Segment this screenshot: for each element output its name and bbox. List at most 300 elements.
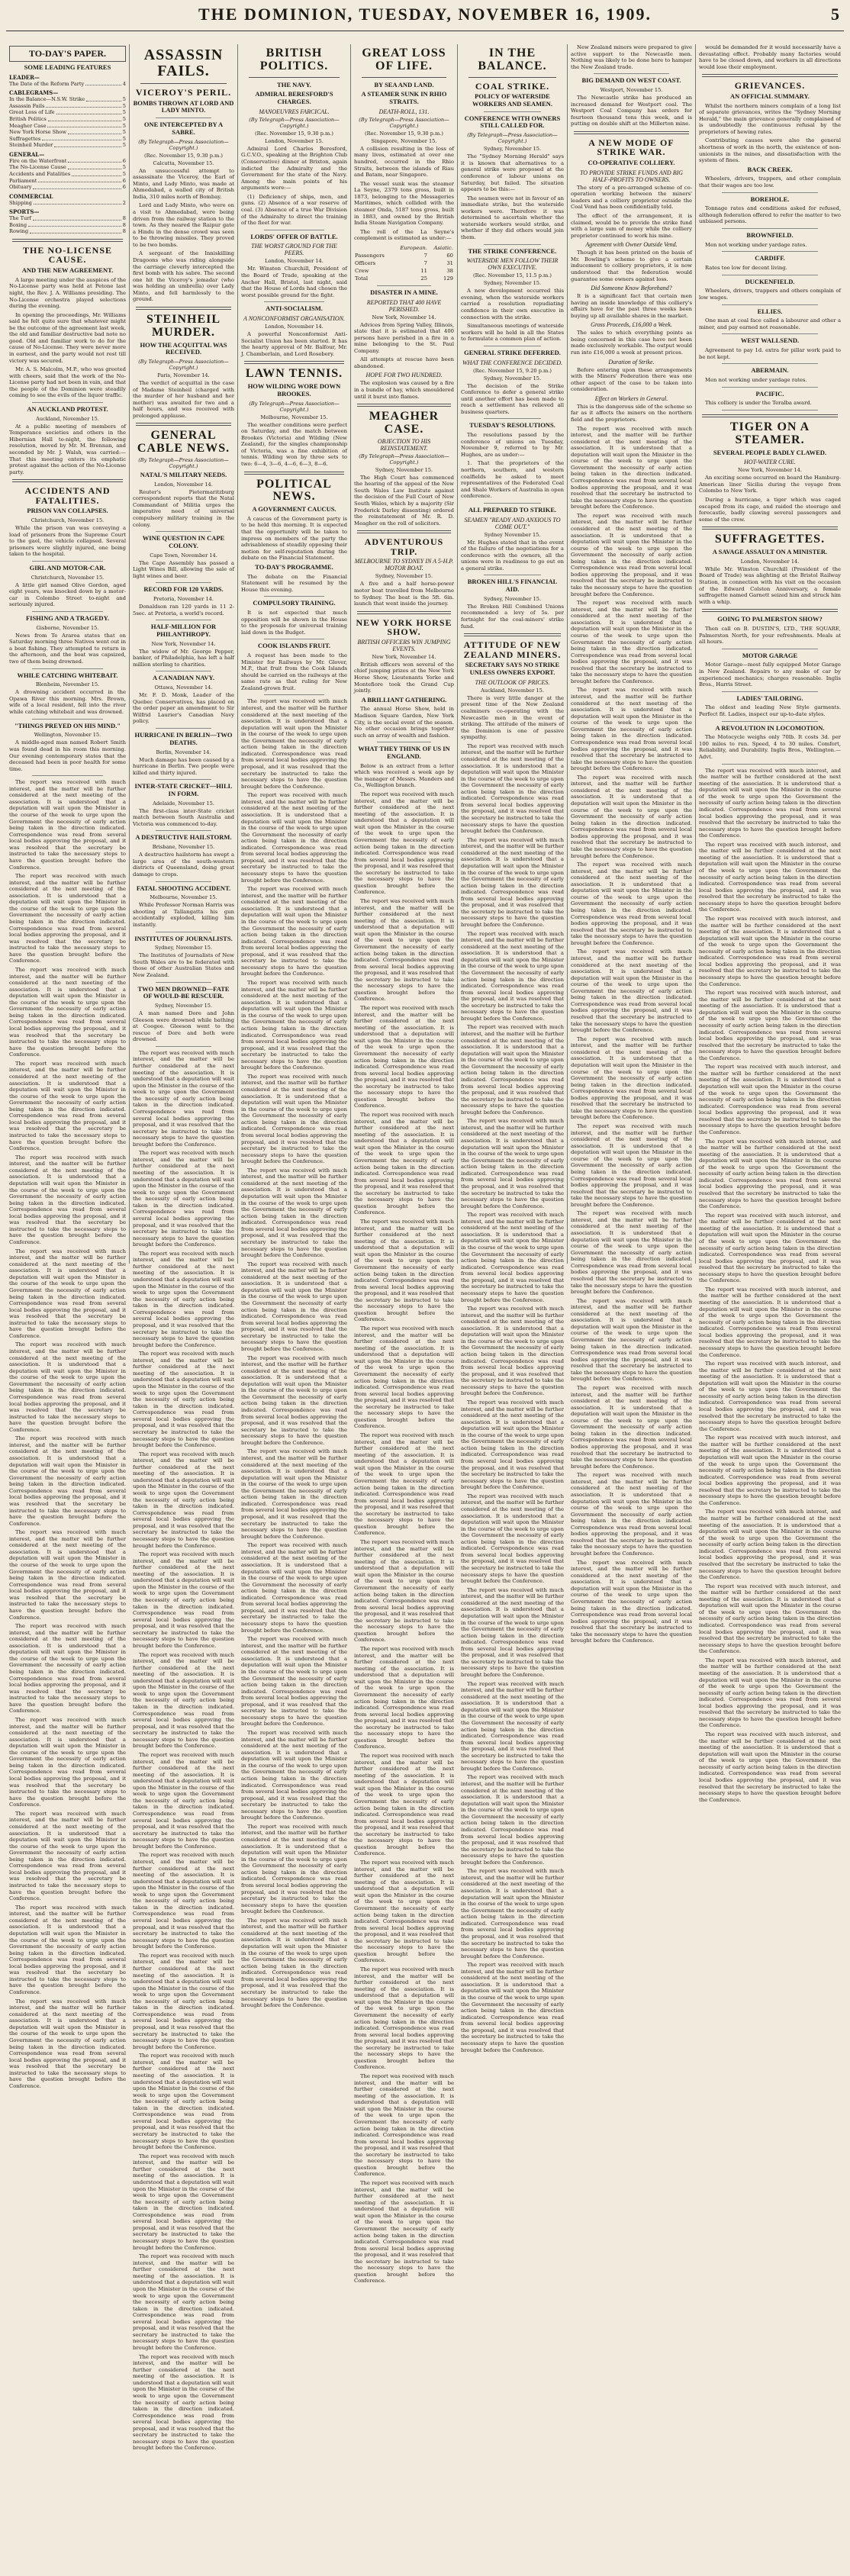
credit-line: (By Telegraph—Press Association—Copyright.) (249, 116, 340, 129)
paragraph: A drowning accident occurred in the Opawa River this morning. Mrs. Brown, wife of a local resident, fell into the river while catching whitebait and was drowned. (9, 689, 126, 716)
filler-paragraph: The report was received with much interest, and the matter will be further considered at the next meeting of the association. It is understood that a deputation will wait upon the Minister in the course of the week to urge upon the Government the necessity of early action being taken in the direction indicated. Correspondence was read from several local bodies approving the proposal, and it was resolved that the secretary be instructed to take the necessary steps to have the question brought before the Conference. (241, 886, 347, 977)
toc-section-heading: COMMERCIAL (9, 192, 53, 200)
toc-item (9, 136, 126, 143)
deck: HOW THE ACQUITTAL WAS RECEIVED. (140, 340, 227, 356)
divider (32, 668, 103, 669)
divider (722, 410, 818, 411)
filler-paragraph: The report was received with much interest, and the matter will be further considered at the next meeting of the association. It is understood that a deputation will wait upon the Minister in the course of the week to urge upon the Government the necessity of early action being taken in the direction indicated. Correspondence was read from several local bodies approving the proposal, and it was resolved that the secretary be instructed to take the necessary steps to have the question brought before the Conference. (133, 2353, 234, 2452)
toc-item (9, 222, 126, 229)
toc-item (9, 215, 126, 222)
credit-line: (By Telegraph—Press Association—Copyright.) (249, 400, 340, 413)
divider (156, 830, 211, 831)
toc-item-page: 6 (122, 177, 126, 184)
divider (156, 728, 211, 729)
item-heading: WINE QUESTION IN CAPE COLONY. (142, 534, 225, 549)
page-number: 5 (831, 5, 839, 24)
article-conference (461, 288, 564, 343)
headline-accidents: ACCIDENTS AND FATALITIES. (24, 485, 111, 506)
toc-item-label: The Turf (9, 215, 31, 222)
deck: A SAVAGE ASSAULT ON A MINISTER. (712, 548, 828, 556)
filler-paragraph: The report was received with much interest, and the matter will be further considered at the next meeting of the association. It is understood that a deputation will wait upon the Minister in the course of the week to urge upon the Government the necessity of early action being taken in the direction indicated. Correspondence was read from several local bodies approving the proposal, and it was resolved that the secretary be instructed to take the necessary steps to have the question brought before the Conference. (699, 915, 841, 987)
paragraph: During a hurricane, a tiger which was caged escaped from its cage, and raided the steerage and forecastle, badly clawing several passengers and some of the crew. (699, 497, 841, 523)
filler-paragraph: The report was received with much interest, and the matter will be further considered at the next meeting of the association. It is understood that a deputation will wait upon the Minister in the course of the week to urge upon the Government the necessity of early action being taken in the direction indicated. Correspondence was read from several local bodies approving the proposal, and it was resolved that the secretary be instructed to take the necessary steps to have the question brought before the Conference. (571, 774, 692, 859)
filler-text (9, 779, 126, 2305)
dateline: Sydney, November 15. (375, 573, 433, 580)
article-prepared (461, 539, 564, 572)
column-5 (457, 44, 567, 2053)
dateline: Berlin, November 14. (156, 749, 211, 755)
paragraph: Then call on B. DUSTIN'S, LTD., THE SQUARE, Palmerston North, for your refreshments. Meals at all hours. (699, 626, 841, 646)
deck: MANOEUVRES FARCICAL. (259, 108, 330, 115)
paragraph: News from Te Araroa states that on Saturday morning three Natives went out in a boat fishing. They attempted to return in the afternoon, and the boat was capsized, two of them being drowned. (9, 632, 126, 665)
item-heading: PRISON VAN COLLAPSES. (27, 507, 108, 515)
toc-leader-dots (33, 184, 121, 189)
paragraph: Donaldson ran 120 yards in 11 2-5sec. at Pretoria, a world's record. (133, 604, 234, 617)
toc-item-label: Accidents and Fatalities (9, 170, 71, 177)
filler-text (571, 426, 692, 1952)
paragraph: This is the dangerous side of the scheme so far as it affects the miners on the northern field and the proprietors. (571, 403, 692, 423)
dateline: Melbourne, November 15. (150, 894, 217, 901)
paragraph: The verdict of acquittal in the case of Madame Steinheil (charged with the murder of her husband and her mother) was awaited for two and a half hours, and was received with prolonged applause. (133, 380, 234, 419)
dateline: Auckland, November 15. (481, 687, 544, 694)
deck: CONFERENCE WITH OWNERS STILL CALLED FOR. (464, 114, 561, 130)
item-heading: ELLIES. (757, 307, 783, 315)
filler-paragraph: The report was received with much interest, and the matter will be further considered at the next meeting of the association. It is understood that a deputation will wait upon the Minister in the course of the week to urge upon the Government the necessity of early action being taken in the direction indicated. Correspondence was read from several local bodies approving the proposal, and it was resolved that the secretary be instructed to take the necessary steps to have the question brought before the Conference. (354, 1860, 454, 1964)
article-someone (571, 293, 692, 319)
paragraph: Lord and Lady Minto, who were on a visit to Ahmedabad, were being driven from the railway station to the town. As they neared the Raipur gate a Hindu in the dense crowd was seen to be throwing missiles. They proved to be two bombs. (133, 202, 234, 248)
filler-paragraph: The report was received with much interest, and the matter will be further considered at the next meeting of the association. It is understood that a deputation will wait upon the Minister in the course of the week to urge upon the Government the necessity of early action being taken in the direction indicated. Correspondence was read from several local bodies approving the proposal, and it was resolved that the secretary be instructed to take the necessary steps to have the question brought before the Conference. (571, 1035, 692, 1121)
dateline: Sydney, November 15. (154, 1003, 213, 1009)
deck: BRITISH OFFICERS WIN JUMPING EVENTS. (357, 638, 451, 652)
dateline: New York, November 14. (151, 640, 216, 647)
filler-paragraph: The report was received with much interest, and the matter will be further considered at the next meeting of the association. It is understood that a deputation will wait upon the Minister in the course of the week to urge upon the Government the necessity of early action being taken in the direction indicated. Correspondence was read from several local bodies approving the proposal, and it was resolved that the secretary be instructed to take the necessary steps to have the question brought before the Conference. (461, 1868, 564, 1959)
toc-item (9, 158, 126, 165)
headline-steinheil: STEINHEIL MURDER. (146, 312, 221, 339)
divider (702, 526, 838, 530)
paragraph: Motor Garage—most fully equipped Motor Garage in New Zealand. Repairs to any make of car by experienced mechanics; charges reasonable. Inglis Bros., Harris Street. (699, 662, 841, 688)
divider (484, 418, 541, 419)
dateline: London, November 14. (154, 481, 213, 488)
toc-item-page: 5 (122, 164, 126, 171)
table-cell: 25 (420, 275, 427, 282)
table-row (354, 259, 454, 267)
divider (32, 611, 103, 612)
dateline: London, November 14. (740, 558, 800, 565)
divider (702, 414, 838, 417)
paragraph: A caucus of the Government party is to be held this morning. It is expected that the opportunity will be taken to impress on members of the party the advisableness of steadily opposing their motion for self-reputation during the debate on the Financial Statement. (241, 515, 347, 562)
table-row (354, 252, 454, 259)
paragraph: Tonnage rates and conditions asked for refused, although federation offered to refer the matter to two unbiased persons. (699, 205, 841, 225)
headline-political-news: POLITICAL NEWS. (256, 477, 332, 504)
article-navy (241, 146, 347, 227)
dateline: New York, November 14. (738, 467, 802, 474)
filler-text (461, 743, 564, 2269)
toc-item-label: Obituary (9, 184, 32, 191)
divider (156, 779, 211, 780)
filler-paragraph: The report was received with much interest, and the matter will be further considered at the next meeting of the association. It is understood that a deputation will wait upon the Minister in the course of the week to urge upon the Government the necessity of early action being taken in the direction indicated. Correspondence was read from several local bodies approving the proposal, and it was resolved that the secretary be instructed to take the necessary steps to have the question brought before the Conference. (461, 836, 564, 928)
filler-paragraph: The report was received with much interest, and the matter will be further considered at the next meeting of the association. It is understood that a deputation will wait upon the Minister in the course of the week to urge upon the Government the necessity of early action being taken in the direction indicated. Correspondence was read from several local bodies approving the proposal, and it was resolved that the secretary be instructed to take the necessary steps to have the question brought before the Conference. (354, 1219, 454, 1323)
dateline: Sydney, November 15. (483, 595, 542, 602)
subhead: THE NAVY. (277, 80, 311, 89)
received-line: (Rec. November 15, 11.5 p.m.) (473, 272, 552, 279)
headline-great-loss: GREAT LOSS OF LIFE. (362, 47, 446, 72)
filler-paragraph: The report was received with much interest, and the matter will be further considered at the next meeting of the association. It is understood that a deputation will wait upon the Minister in the course of the week to urge upon the Government the necessity of early action being taken in the direction indicated. Correspondence was read from several local bodies approving the proposal, and it was resolved that the secretary be instructed to take the necessary steps to have the question brought before the Conference. (699, 1138, 841, 1210)
item-heading: A CANADIAN NAVY. (153, 674, 214, 682)
divider (32, 719, 103, 720)
item-heading: A REVOLUTION IN LOCOMOTION. (715, 723, 825, 732)
article-profits (571, 330, 692, 356)
toc-item (9, 81, 126, 88)
toc-item-page: 5 (122, 102, 126, 109)
filler-paragraph: The report was received with much interest, and the matter will be further considered at the next meeting of the association. It is understood that a deputation will wait upon the Minister in the course of the week to urge upon the Government the necessity of early action being taken in the direction indicated. Correspondence was read from several local bodies approving the proposal, and it was resolved that the secretary be instructed to take the necessary steps to have the question brought before the Conference. (133, 1751, 234, 1850)
filler-paragraph: The report was received with much interest, and the matter will be further considered at the next meeting of the association. It is understood that a deputation will wait upon the Minister in the course of the week to urge upon the Government the necessity of early action being taken in the direction indicated. Correspondence was read from several local bodies approving the proposal, and it was resolved that the secretary be instructed to take the necessary steps to have the question brought before the Conference. (699, 1212, 841, 1284)
toc-item-label: Shipping (9, 199, 32, 206)
article-auckland-protest (9, 423, 126, 476)
received-line: (Rec. November 15, 9.30 p.m.) (365, 130, 443, 137)
item-heading: GIRL AND MOTOR-CAR. (29, 564, 106, 572)
table-cell: Officers (355, 259, 376, 266)
toc-item-page: 5 (122, 142, 126, 149)
item-heading: WHILE CATCHING WHITEBAIT. (17, 671, 118, 679)
toc-item-page: 4 (122, 80, 126, 87)
article-tiger (699, 475, 841, 523)
filler-paragraph: The report was received with much interest, and the matter will be further considered at the next meeting of the association. It is understood that a deputation will wait upon the Minister in the course of the week to urge upon the Government the necessity of early action being taken in the direction indicated. Correspondence was read from several local bodies approving the proposal, and it was resolved that the secretary be instructed to take the necessary steps to have the question brought before the Conference. (699, 1509, 841, 1581)
toc-item-page: 5 (122, 122, 126, 129)
headline-lords-offer: LORDS' OFFER OF BATTLE. (250, 232, 338, 240)
dateline: Ottawa, November 14. (154, 684, 213, 691)
paragraph: Men not working under yardage rates. (705, 377, 807, 384)
filler-paragraph: The report was received with much interest, and the matter will be further considered at the next meeting of the association. It is understood that a deputation will wait upon the Minister in the course of the week to urge upon the Government the necessity of early action being taken in the direction indicated. Correspondence was read from several local bodies approving the proposal, and it was resolved that the secretary be instructed to take the necessary steps to have the question brought before the Conference. (354, 1753, 454, 1857)
dateline: Singapore, November 15. (371, 137, 437, 144)
toc-leader-dots (72, 171, 121, 176)
item-heading: MOTOR GARAGE (742, 651, 798, 659)
filler-paragraph: The report was received with much interest, and the matter will be further considered at the next meeting of the association. It is understood that a deputation will wait upon the Minister in the course of the week to urge upon the Government the necessity of early action being taken in the direction indicated. Correspondence was read from several local bodies approving the proposal, and it was resolved that the secretary be instructed to take the necessary steps to have the question brought before the Conference. (571, 687, 692, 772)
deck: SECRETARY SAYS NO STRIKE UNLESS OWNERS EXPORT. (465, 661, 560, 677)
divider (156, 982, 211, 983)
paragraph: Mr. Hughes stated that in the event of the failure of the negotiations for a conference with the owners, all the unions were in readiness to go out on a general strike. (461, 539, 564, 572)
divider (136, 307, 231, 310)
deck: HOPE FOR TWO HUNDRED. (365, 372, 443, 379)
deck: HOW WILDING WORE DOWN BROOKES. (247, 382, 341, 398)
item-heading: RECORD FOR 120 YARDS. (143, 585, 224, 594)
dateline: New York, November 14. (372, 314, 436, 320)
toc-title: TO-DAY'S PAPER. (9, 46, 126, 62)
divider (702, 74, 838, 77)
article-mine-2 (354, 380, 454, 400)
article-grievances (699, 103, 841, 164)
filler-paragraph: The report was received with much interest, and the matter will be further considered at the next meeting of the association. It is understood that a deputation will wait upon the Minister in the course of the week to urge upon the Government the necessity of early action being taken in the direction indicated. Correspondence was read from several local bodies approving the proposal, and it was resolved that the secretary be instructed to take the necessary steps to have the question brought before the Conference. (571, 1384, 692, 1470)
deck: MELBOURNE TO SYDNEY IN A 5-H.P. MOTOR BOAT. (354, 558, 454, 572)
paragraph: All attempts at rescue have been abandoned. (354, 356, 454, 369)
table-header-cell: European. (400, 244, 427, 251)
item-heading: WEST WALLSEND. (740, 336, 800, 345)
filler-paragraph: The report was received with much interest, and the matter will be further considered at the next meeting of the association. It is understood that a deputation will wait upon the Minister in the course of the week to urge upon the Government the necessity of early action being taken in the direction indicated. Correspondence was read from several local bodies approving the proposal, and it was resolved that the secretary be instructed to take the necessary steps to have the question brought before the Conference. (461, 1399, 564, 1491)
toc-item (9, 142, 126, 149)
filler-paragraph: The report was received with much interest, and the matter will be further considered at the next meeting of the association. It is understood that a deputation will wait upon the Minister in the course of the week to urge upon the Government the necessity of early action being taken in the direction indicated. Correspondence was read from several local bodies approving the proposal, and it was resolved that the secretary be instructed to take the necessary steps to have the question brought before the Conference. (571, 1297, 692, 1383)
filler-paragraph: The report was received with much interest, and the matter will be further considered at the next meeting of the association. It is understood that a deputation will wait upon the Minister in the course of the week to urge upon the Government the necessity of early action being taken in the direction indicated. Correspondence was read from several local bodies approving the proposal, and it was resolved that the secretary be instructed to take the necessary steps to have the question brought before the Conference. (133, 2053, 234, 2151)
filler-paragraph: The report was received with much interest, and the matter will be further considered at the next meeting of the association. It is understood that a deputation will wait upon the Minister in the course of the week to urge upon the Government the necessity of early action being taken in the direction indicated. Correspondence was read from several local bodies approving the proposal, and it was resolved that the secretary be instructed to take the necessary steps to have the question brought before the Conference. (241, 1636, 347, 1728)
filler-paragraph: The report was received with much interest, and the matter will be further considered at the next meeting of the association. It is understood that a deputation will wait upon the Minister in the course of the week to urge upon the Government the necessity of early action being taken in the direction indicated. Correspondence was read from several local bodies approving the proposal, and it was resolved that the secretary be instructed to take the necessary steps to have the question brought before the Conference. (133, 1651, 234, 1750)
filler-paragraph: The report was received with much interest, and the matter will be further considered at the next meeting of the association. It is understood that a deputation will wait upon the Minister in the course of the week to urge upon the Government the necessity of early action being taken in the direction indicated. Correspondence was read from several local bodies approving the proposal, and it was resolved that the secretary be instructed to take the necessary steps to have the question brought before the Conference. (571, 948, 692, 1034)
divider (722, 192, 818, 193)
paragraph: A sergeant of the Inniskilling Dragoons who was riding alongside the carriage cleverly intercepted the first bomb with his sabre. The second one hit the Viceroy's jemadar (who was holding an umbrella) over Lady Minto, and fell harmlessly to the ground. (133, 250, 234, 303)
divider (594, 73, 669, 74)
divider (244, 472, 344, 475)
divider (362, 77, 446, 78)
paragraph: The resolutions passed by the conference of unions on Tuesday, November 9, referred to by Mr. Hughes, are as under:— (461, 432, 564, 458)
item-heading: LADIES' TAILORING. (736, 694, 803, 702)
table-cell: 31 (446, 259, 453, 266)
article-duration (571, 367, 692, 393)
paragraph: The story of a pre-arranged scheme of co-operation working between the miners' leaders and a colliery proprietor outside the Coal Vend has been confidentially told. (571, 184, 692, 211)
toc-item-page: 2 (122, 199, 126, 206)
article-suffragettes (699, 566, 841, 605)
paragraph: (1) Deficiency of ships, men, and guns. (2) Absence of a war reserve of coal. (3) Absence of a true War Division of the Admiralty to direct the training of the fleet for war. (241, 193, 347, 227)
filler-paragraph: The report was received with much interest, and the matter will be further considered at the next meeting of the association. It is understood that a deputation will wait upon the Minister in the course of the week to urge upon the Government the necessity of early action being taken in the direction indicated. Correspondence was read from several local bodies approving the proposal, and it was resolved that the secretary be instructed to take the necessary steps to have the question brought before the Conference. (133, 1351, 234, 1449)
column-3 (237, 44, 350, 2009)
item-heading: "THINGS PREYED ON HIS MIND." (14, 721, 121, 729)
filler-text (354, 791, 454, 2317)
dateline: Christchurch, November 15. (31, 574, 105, 581)
divider (32, 402, 103, 403)
paragraph: The High Court has commenced the hearing of the appeal of the New South Wales Law Institute against the decision of the Full Court of New South Wales, which by a majority (Sir Frederick Darley dissenting) ordered the reinstatement of Mr. R. D. Meagher on the roll of solicitors. (354, 474, 454, 526)
item-heading: ABERMAIN. (751, 366, 789, 375)
item-heading: INSTITUTES OF JOURNALISTS. (134, 934, 233, 942)
table-cell: 7 (423, 259, 427, 266)
paragraph: In opening the proceedings, Mr. Williams said he felt quite sure that whatever might be the outcome of the agreement last week, the old and familiar destructive bad note no good. Old and familiar work to do for the cause of No-License. They were never more in earnest, and the party would not rest till victory was secured. (9, 311, 126, 364)
toc-section-heading: GENERAL— (9, 150, 45, 158)
subsection-heading: Agreement with Owner Outside Vend. (585, 241, 678, 249)
paragraph: An unsuccessful attempt to assassinate the Viceroy, the Earl of Minto, and Lady Minto, was made at Ahmedabad, a walled city of British India, 310 miles north of Bombay. (133, 167, 234, 200)
filler-paragraph: The report was received with much interest, and the matter will be further considered at the next meeting of the association. It is understood that a deputation will wait upon the Minister in the course of the week to urge upon the Government the necessity of early action being taken in the direction indicated. Correspondence was read from several local bodies approving the proposal, and it was resolved that the secretary be instructed to take the necessary steps to have the question brought before the Conference. (354, 1646, 454, 1750)
divider (574, 131, 689, 134)
item-heading: BROWNFIELD. (746, 231, 794, 240)
divider (357, 404, 451, 407)
divider (156, 881, 211, 882)
filler-paragraph: The report was received with much interest, and the matter will be further considered at the next meeting of the association. It is understood that a deputation will wait upon the Minister in the course of the week to urge upon the Government the necessity of early action being taken in the direction indicated. Correspondence was read from several local bodies approving the proposal, and it was resolved that the secretary be instructed to take the necessary steps to have the question brought before the Conference. (241, 1448, 347, 1540)
headline-nz-miners: ATTITUDE OF NEW ZEALAND MINERS. (463, 639, 562, 660)
article-horse-show-2 (354, 706, 454, 739)
table-header-cell (354, 244, 392, 252)
toc-item (9, 171, 126, 178)
dateline: London, November 14. (265, 323, 324, 330)
filler-paragraph: The report was received with much interest, and the matter will be further considered at the next meeting of the association. It is understood that a deputation will wait upon the Minister in the course of the week to urge upon the Government the necessity of early action being taken in the direction indicated. Correspondence was read from several local bodies approving the proposal, and it was resolved that the secretary be instructed to take the necessary steps to have the question brought before the Conference. (699, 767, 841, 839)
filler-paragraph: The report was received with much interest, and the matter will be further considered at the next meeting of the association. It is understood that a deputation will wait upon the Minister in the course of the week to urge upon the Government the necessity of early action being taken in the direction indicated. Correspondence was read from several local bodies approving the proposal, and it was resolved that the secretary be instructed to take the necessary steps to have the question brought before the Conference. (571, 861, 692, 946)
deck: CO-OPERATIVE COLLIERY. (588, 159, 675, 167)
article-deferred (461, 383, 564, 416)
paragraph: The Broken Hill Combined Unions recommended a levy of 5s. per fortnight for the coal-miners' strike fund. (461, 603, 564, 630)
divider (140, 83, 227, 84)
headline-anti-socialism: ANTI-SOCIALISM. (266, 304, 323, 313)
headline-lawn-tennis: LAWN TENNIS. (245, 367, 343, 381)
filler-text (241, 698, 347, 2224)
filler-paragraph: The report was received with much interest, and the matter will be further considered at the next meeting of the association. It is understood that a deputation will wait upon the Minister in the course of the week to urge upon the Government the necessity of early action being taken in the direction indicated. Correspondence was read from several local bodies approving the proposal, and it was resolved that the secretary be instructed to take the necessary steps to have the question brought before the Conference. (241, 1542, 347, 1634)
filler-paragraph: The report was received with much interest, and the matter will be further considered at the next meeting of the association. It is understood that a deputation will wait upon the Minister in the course of the week to urge upon the Government the necessity of early action being taken in the direction indicated. Correspondence was read from several local bodies approving the proposal, and it was resolved that the secretary be instructed to take the necessary steps to have the question brought before the Conference. (9, 873, 126, 964)
table-header-cell: Asiatic. (433, 244, 453, 251)
credit-line: (By Telegraph—Press Association—Copyright.) (138, 457, 229, 469)
paragraph: The decision of the Strike Conference to defer a general strike until another effort has been made to reach a settlement has relieved all business quarters. (461, 382, 564, 415)
dateline: Adelaide, November 15. (153, 800, 214, 807)
headline-assassin-fails: ASSASSIN FAILS. (143, 47, 224, 79)
item-heading: NATAL'S MILITARY NEEDS. (140, 471, 227, 478)
item-heading: CARDIFF. (755, 254, 785, 262)
paragraph: Mr. F. D. Monk, Leader of the Quebec Conservatives, has placed on the order paper an amendment to Sir Wilfrid Laurier's Canadian Navy policy. (133, 692, 234, 725)
toc-item (9, 109, 126, 116)
paragraph: The widow of Mr. George Pepper, banker, of Philadelphia, has left a half million sterling to charities. (133, 648, 234, 668)
table-header-row (354, 244, 454, 252)
table-caption: The roll of the La Seyne's complement is estimated as under:— (354, 228, 454, 242)
item-heading: TO-DAY'S PROGRAMME. (255, 562, 333, 571)
article-anti-socialism (241, 331, 347, 357)
divider (722, 251, 818, 252)
toc-item (9, 116, 126, 123)
deck: TO PROVIDE STRIKE FUNDS AND BIG HALF-PROFITS TO OWNERS. (579, 169, 684, 183)
paragraph: Mr. Winston Churchill, President of the Board of Trade, speaking at the Anchor Hall, Bristol, last night, said that the House of Lords had chosen the worst possible ground for the fight. (241, 266, 347, 298)
paragraph: While the prison van was conveying a load of prisoners from the Supreme Court to the gaol, the vehicle collapsed. Several prisoners were slightly injured, one being taken to the hospital. (9, 525, 126, 558)
filler-text (699, 768, 841, 2294)
table-row (354, 267, 454, 275)
paragraph: The sales to which everything points as being concerned in this case have not been made exclusively workable. The output would run into £16,000 a week at present prices. (571, 330, 692, 356)
toc-item-page: 8 (122, 228, 126, 235)
toc-item-label: Parliament (9, 177, 37, 184)
headline-new-mode: A NEW MODE OF STRIKE WAR. (588, 137, 675, 158)
toc-leader-dots (46, 103, 121, 108)
filler-paragraph: The report was received with much interest, and the matter will be further considered at the next meeting of the association. It is understood that a deputation will wait upon the Minister in the course of the week to urge upon the Government the necessity of early action being taken in the direction indicated. Correspondence was read from several local bodies approving the proposal, and it was resolved that the secretary be instructed to take the necessary steps to have the question brought before the Conference. (461, 1586, 564, 1678)
filler-paragraph: The report was received with much interest, and the matter will be further considered at the next meeting of the association. It is understood that a deputation will wait upon the Minister in the course of the week to urge upon the Government the necessity of early action being taken in the direction indicated. Correspondence was read from several local bodies approving the proposal, and it was resolved that the secretary be instructed to take the necessary steps to have the question brought before the Conference. (9, 1248, 126, 1339)
filler-paragraph: The report was received with much interest, and the matter will be further considered at the next meeting of the association. It is understood that a deputation will wait upon the Minister in the course of the week to urge upon the Government the necessity of early action being taken in the direction indicated. Correspondence was read from several local bodies approving the proposal, and it was resolved that the secretary be instructed to take the necessary steps to have the question brought before the Conference. (354, 2073, 454, 2178)
filler-paragraph: The report was received with much interest, and the matter will be further considered at the next meeting of the association. It is understood that a deputation will wait upon the Minister in the course of the week to urge upon the Government the necessity of early action being taken in the direction indicated. Correspondence was read from several local bodies approving the proposal, and it was resolved that the secretary be instructed to take the necessary steps to have the question brought before the Conference. (354, 898, 454, 1003)
subhead-no-license: AND THE NEW AGREEMENT. (21, 266, 114, 275)
filler-paragraph: The report was received with much interest, and the matter will be further considered at the next meeting of the association. It is understood that a deputation will wait upon the Minister in the course of the week to urge upon the Government the necessity of early action being taken in the direction indicated. Correspondence was read from several local bodies approving the proposal, and it was resolved that the secretary be instructed to take the necessary steps to have the question brought before the Conference. (699, 1064, 841, 1135)
paragraph: A new development occurred this evening, when the waterside workers carried a resolution repudiating confidence in their own executive in connection with the strike. (461, 288, 564, 320)
toc-section-heading: LEADER— (9, 73, 40, 81)
deck: ONE INTERCEPTED BY A SABRE. (143, 121, 224, 136)
filler-paragraph: The report was received with much interest, and the matter will be further considered at the next meeting of the association. It is understood that a deputation will wait upon the Minister in the course of the week to urge upon the Government the necessity of early action being taken in the direction indicated. Correspondence was read from several local bodies approving the proposal, and it was resolved that the secretary be instructed to take the necessary steps to have the question brought before the Conference. (133, 2153, 234, 2251)
item-heading: TWO MEN DROWNED—FATE OF WOULD-BE RESCUER. (137, 984, 230, 1000)
article-agreement (571, 250, 692, 282)
toc-item-page: 6 (122, 184, 126, 191)
article-england (354, 763, 454, 789)
paragraph: 1. That the proprietors of the northern, southern, and western coalfields be asked to meet representatives of the Federated Coal and Shale Workers of Australia in open conference. (461, 460, 564, 500)
dateline: Sydney, November 15. (375, 466, 433, 473)
toc-item-label: Great Loss of Life (9, 109, 55, 116)
article-meagher (354, 475, 454, 527)
toc-subtitle: SOME LEADING FEATURES (24, 63, 111, 71)
subsection-heading: Gross Proceeds, £16,000 a Week. (591, 321, 672, 329)
toc-item-page: 5 (122, 96, 126, 103)
toc-item-label: Fire on the Waterfront (9, 157, 67, 164)
paragraph: A destructive hailstorm has swept a large area of the south-western districts of Queensland, doing great damage to crops. (133, 852, 234, 877)
deck: A NONCONFORMIST ORGANISATION. (243, 314, 345, 322)
deck: A GOVERNMENT CAUCUS. (252, 505, 336, 514)
filler-paragraph: The report was received with much interest, and the matter will be further considered at the next meeting of the association. It is understood that a deputation will wait upon the Minister in the course of the week to urge upon the Government the necessity of early action being taken in the direction indicated. Correspondence was read from several local bodies approving the proposal, and it was resolved that the secretary be instructed to take the necessary steps to have the question brought before the Conference. (699, 1657, 841, 1729)
filler-paragraph: The report was received with much interest, and the matter will be further considered at the next meeting of the association. It is understood that a deputation will wait upon the Minister in the course of the week to urge upon the Government the necessity of early action being taken in the direction indicated. Correspondence was read from several local bodies approving the proposal, and it was resolved that the secretary be instructed to take the necessary steps to have the question brought before the Conference. (354, 1432, 454, 1537)
filler-paragraph: The report was received with much interest, and the matter will be further considered at the next meeting of the association. It is understood that a deputation will wait upon the Minister in the course of the week to urge upon the Government the necessity of early action being taken in the direction indicated. Correspondence was read from several local bodies approving the proposal, and it was resolved that the secretary be instructed to take the necessary steps to have the question brought before the Conference. (9, 1529, 126, 1621)
toc-item-label: Steinheil Murder (9, 142, 53, 149)
deck: OBJECTION TO HIS REINSTATEMENT. (377, 437, 431, 452)
dateline: Sydney November 15. (484, 531, 541, 538)
toc-item (9, 200, 126, 207)
table-row (354, 275, 454, 282)
filler-paragraph: The report was received with much interest, and the matter will be further considered at the next meeting of the association. It is understood that a deputation will wait upon the Minister in the course of the week to urge upon the Government the necessity of early action being taken in the direction indicated. Correspondence was read from several local bodies approving the proposal, and it was resolved that the secretary be instructed to take the necessary steps to have the question brought before the Conference. (571, 1123, 692, 1208)
continued-text: New Zealand miners were prepared to give active support to the Newcastle men. Nothing was likely to be done here to hamper the New Zealand trade. (571, 44, 692, 70)
filler-paragraph: The report was received with much interest, and the matter will be further considered at the next meeting of the association. It is understood that a deputation will wait upon the Minister in the course of the week to urge upon the Government the necessity of early action being taken in the direction indicated. Correspondence was read from several local bodies approving the proposal, and it was resolved that the secretary be instructed to take the necessary steps to have the question brought before the Conference. (9, 779, 126, 871)
filler-paragraph: The report was received with much interest, and the matter will be further considered at the next meeting of the association. It is understood that a deputation will wait upon the Minister in the course of the week to urge upon the Government the necessity of early action being taken in the direction indicated. Correspondence was read from several local bodies approving the proposal, and it was resolved that the secretary be instructed to take the necessary steps to have the question brought before the Conference. (241, 1354, 347, 1446)
filler-paragraph: The report was received with much interest, and the matter will be further considered at the next meeting of the association. It is understood that a deputation will wait upon the Minister in the course of the week to urge upon the Government the necessity of early action being taken in the direction indicated. Correspondence was read from several local bodies approving the proposal, and it was resolved that the secretary be instructed to take the necessary steps to have the question brought before the Conference. (699, 1435, 841, 1506)
toc-item-label: The No-License Cause (9, 164, 66, 171)
filler-paragraph: The report was received with much interest, and the matter will be further considered at the next meeting of the association. It is understood that a deputation will wait upon the Minister in the course of the week to urge upon the Government the necessity of early action being taken in the direction indicated. Correspondence was read from several local bodies approving the proposal, and it was resolved that the secretary be instructed to take the necessary steps to have the question brought before the Conference. (241, 792, 347, 884)
article-assassin (133, 168, 234, 303)
headline-mine-disaster: DISASTER IN A MINE. (370, 288, 438, 296)
paragraph: The debate on the Financial Statement will be resumed by the House this evening. (241, 573, 347, 593)
filler-paragraph: The report was received with much interest, and the matter will be further considered at the next meeting of the association. It is understood that a deputation will wait upon the Minister in the course of the week to urge upon the Government the necessity of early action being taken in the direction indicated. Correspondence was read from several local bodies approving the proposal, and it was resolved that the secretary be instructed to take the necessary steps to have the question brought before the Conference. (241, 1167, 347, 1259)
received-line: (Rec. November 15, 9.30 p.m.) (144, 152, 223, 159)
divider (244, 361, 344, 364)
toc-item-page: 8 (122, 215, 126, 222)
filler-paragraph: The report was received with much interest, and the matter will be further considered at the next meeting of the association. It is understood that a deputation will wait upon the Minister in the course of the week to urge upon the Government the necessity of early action being taken in the direction indicated. Correspondence was read from several local bodies approving the proposal, and it was resolved that the secretary be instructed to take the necessary steps to have the question brought before the Conference. (699, 1286, 841, 1358)
paragraph: Wheelers, drivers, trappers, and other complain that their wages are too low. (699, 175, 841, 188)
filler-paragraph: The report was received with much interest, and the matter will be further considered at the next meeting of the association. It is understood that a deputation will wait upon the Minister in the course of the week to urge upon the Government the necessity of early action being taken in the direction indicated. Correspondence was read from several local bodies approving the proposal, and it was resolved that the secretary be instructed to take the necessary steps to have the question brought before the Conference. (354, 1539, 454, 1644)
paragraph: This colliery is under the Teralba award. (705, 400, 812, 407)
item-heading: HALF-MILLION FOR PHILANTHROPY. (150, 623, 217, 639)
filler-paragraph: The report was received with much interest, and the matter will be further considered at the next meeting of the association. It is understood that a deputation will wait upon the Minister in the course of the week to urge upon the Government the necessity of early action being taken in the direction indicated. Correspondence was read from several local bodies approving the proposal, and it was resolved that the secretary be instructed to take the necessary steps to have the question brought before the Conference. (241, 1073, 347, 1165)
toc-item-page: 5 (122, 109, 126, 116)
headline-broken-hill: BROKEN HILL'S FINANCIAL AID. (467, 578, 558, 594)
toc-item (9, 103, 126, 110)
paragraph: Wheelers, drivers, trappers and others complain of low wages. (699, 288, 841, 301)
article-resolutions (461, 432, 564, 500)
paragraph: Simultaneous meetings of waterside workers will be held in all the States to formulate a common plan of action. (461, 323, 564, 343)
article-broken-hill (461, 604, 564, 630)
paragraph: Below is an extract from a letter which was received a week ago by the manager of Messrs. Manders and Co., Wellington branch. (354, 762, 454, 789)
paragraph: A little girl named Olive Gordon, aged eight years, was knocked down by a motor-car in Colombo Street to-night and seriously injured. (9, 581, 126, 608)
column-7 (695, 44, 844, 1803)
deck: REPORTED THAT 400 HAVE PERISHED. (366, 298, 442, 313)
deck: AN OFFICIAL SUMMARY. (730, 92, 810, 100)
table-cell: 129 (443, 275, 453, 282)
filler-paragraph: The report was received with much interest, and the matter will be further considered at the next meeting of the association. It is understood that a deputation will wait upon the Minister in the course of the week to urge upon the Government the necessity of early action being taken in the direction indicated. Correspondence was read from several local bodies approving the proposal, and it was resolved that the secretary be instructed to take the necessary steps to have the question brought before the Conference. (354, 2180, 454, 2285)
deck: DEATH-ROLL, 131. (378, 108, 430, 115)
dateline: Cape Town, November 14. (150, 552, 217, 559)
political-items (241, 564, 347, 696)
filler-paragraph: The report was received with much interest, and the matter will be further considered at the next meeting of the association. It is understood that a deputation will wait upon the Minister in the course of the week to urge upon the Government the necessity of early action being taken in the direction indicated. Correspondence was read from several local bodies approving the proposal, and it was resolved that the secretary be instructed to take the necessary steps to have the question brought before the Conference. (9, 1810, 126, 1902)
filler-paragraph: The report was received with much interest, and the matter will be further considered at the next meeting of the association. It is understood that a deputation will wait upon the Minister in the course of the week to urge upon the Government the necessity of early action being taken in the direction indicated. Correspondence was read from several local bodies approving the proposal, and it was resolved that the secretary be instructed to take the necessary steps to have the question brought before the Conference. (461, 1024, 564, 1116)
credit-line: (By Telegraph—Press Association—Copyright.) (467, 132, 558, 145)
filler-paragraph: The report was received with much interest, and the matter will be further considered at the next meeting of the association. It is understood that a deputation will wait upon the Minister in the course of the week to urge upon the Government the necessity of early action being taken in the direction indicated. Correspondence was read from several local bodies approving the proposal, and it was resolved that the secretary be instructed to take the necessary steps to have the question brought before the Conference. (9, 1341, 126, 1433)
filler-paragraph: The report was received with much interest, and the matter will be further considered at the next meeting of the association. It is understood that a deputation will wait upon the Minister in the course of the week to urge upon the Government the necessity of early action being taken in the direction indicated. Correspondence was read from several local bodies approving the proposal, and it was resolved that the secretary be instructed to take the necessary steps to have the question brought before the Conference. (241, 1261, 347, 1352)
paragraph: Before entering upon these arrangements with the Miners' Federation there was one other aspect of the case to be taken into consideration. (571, 366, 692, 393)
deck: POLICY OF WATERSIDE WORKERS AND SEAMEN. (472, 92, 553, 108)
deck: A STEAMER SUNK IN RHIO STRAITS. (361, 90, 447, 106)
toc-leader-dots (30, 228, 121, 233)
paragraph: A middle-aged man named Robert Smith was found dead in his room this morning. Our evening contemporary states that the deceased had been in poor health for some time. (9, 739, 126, 772)
dateline: Brisbane, November 15. (152, 844, 215, 851)
cable-items (133, 472, 234, 1047)
filler-paragraph: The report was received with much interest, and the matter will be further considered at the next meeting of the association. It is understood that a deputation will wait upon the Minister in the course of the week to urge upon the Government the necessity of early action being taken in the direction indicated. Correspondence was read from several local bodies approving the proposal, and it was resolved that the secretary be instructed to take the necessary steps to have the question brought before the Conference. (354, 791, 454, 896)
dateline: Melbourne, November 15. (260, 414, 328, 420)
dateline: Wellington, November 15. (34, 732, 101, 739)
paragraph: British officers won several of the chief jumping prizes at the New York Horse Show, Lieutenants Yorke and Montefiore took the Grand Cup jointly. (354, 661, 454, 694)
item-heading: DUCKENFIELD. (745, 277, 795, 285)
headline-england: WHAT THEY THINK OF US IN ENGLAND. (358, 745, 450, 761)
toc-item-page: 5 (122, 135, 126, 142)
credit-line: (By Telegraph—Press Association—Copyright.) (138, 359, 229, 372)
headline-no-license: THE NO-LICENSE CAUSE. (22, 244, 113, 266)
headline-cable-news: GENERAL CABLE NEWS. (137, 429, 230, 456)
divider (464, 633, 561, 636)
toc-item-page: 5 (122, 116, 126, 123)
filler-paragraph: The report was received with much interest, and the matter will be further considered at the next meeting of the association. It is understood that a deputation will wait upon the Minister in the course of the week to urge upon the Government the necessity of early action being taken in the direction indicated. Correspondence was read from several local bodies approving the proposal, and it was resolved that the secretary be instructed to take the necessary steps to have the question brought before the Conference. (133, 1150, 234, 1248)
